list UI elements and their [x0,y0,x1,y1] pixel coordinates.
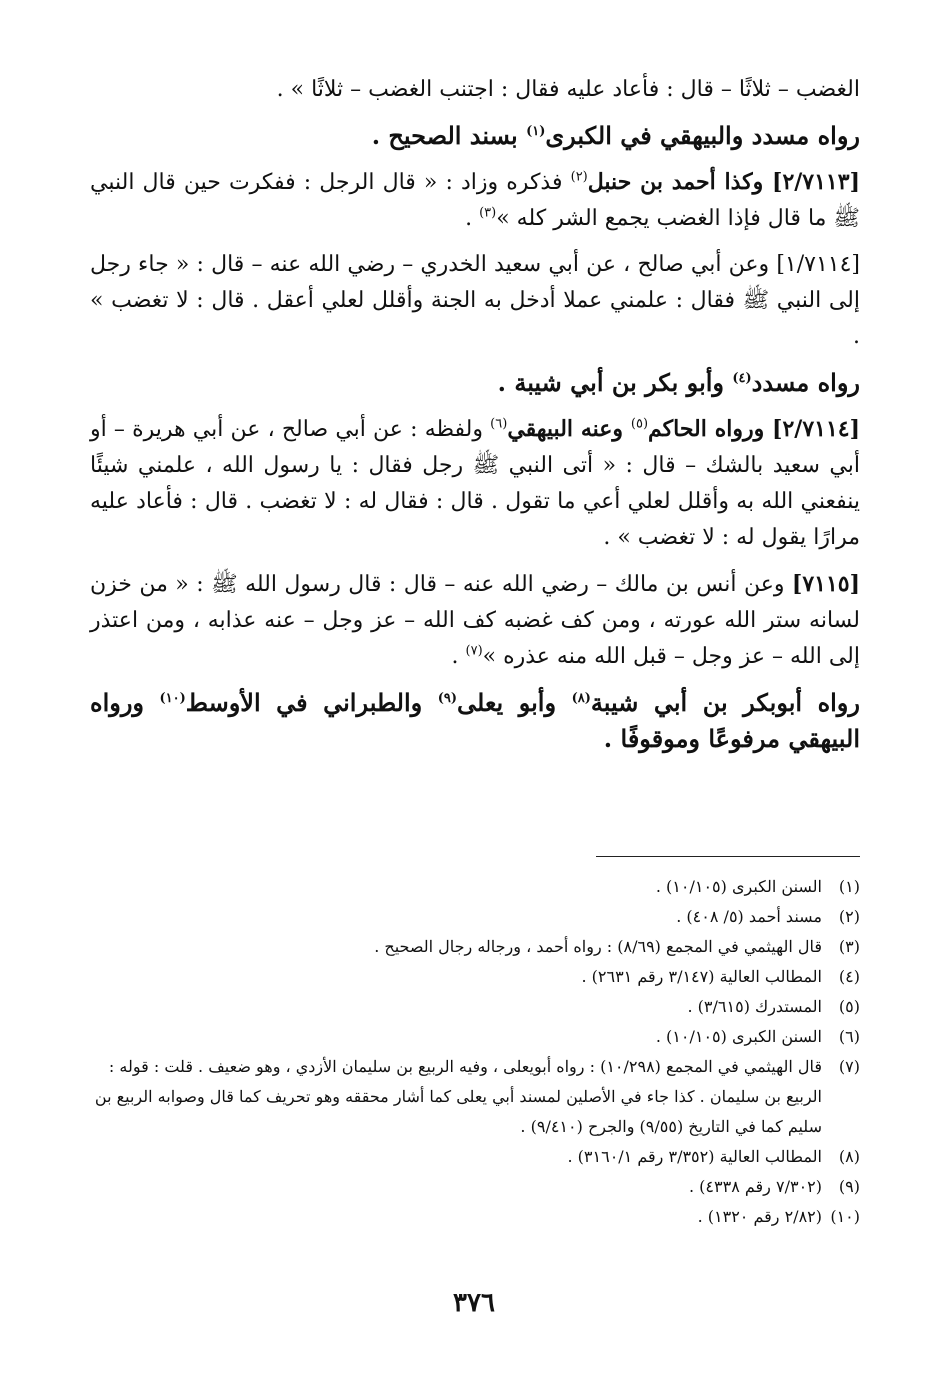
footnote-divider [596,856,860,857]
paragraph-text: . [451,644,466,669]
footnote-number: (١) [838,877,860,896]
footnote-item [90,872,860,902]
footnote-ref: (٤) [732,371,752,386]
footnote-number: (٩) [838,1177,860,1196]
paragraph-1 [90,72,860,108]
footnotes [90,872,860,1232]
paragraph-5 [90,365,860,401]
footnote-number: (١٠) [830,1207,860,1226]
footnote-item [90,902,860,932]
footnote-text: (٧/٣٠٢ رقم ٤٣٣٨) . [688,1177,822,1196]
paragraph-text: [١/٧١١٤] وعن أبي صالح ، عن أبي سعيد الخدري – رضي الله عنه – قال : « جاء رجل إلى النبي ﷺ فقال : علمني عملا أدخل به الجنة وأقلل لعلي أعقل . قال : لا تغضب » . [90,252,860,349]
footnote-text: مسند أحمد (٥/ ٤٠٨) . [676,907,822,926]
hadith-number: [٧١١٥] [791,571,860,597]
footnote-text: (٢/٨٢ رقم ١٣٢٠) . [697,1207,822,1226]
footnote-number: (٦) [838,1027,860,1046]
footnote-ref: (٥) [630,416,649,432]
paragraph-8 [90,685,860,757]
footnote-number: (٧) [838,1057,860,1076]
paragraph-3 [90,164,860,237]
footnote-ref: (٢) [570,169,588,185]
footnote-ref: (٣) [479,205,497,221]
footnote-number: (٣) [838,937,860,956]
paragraph-6 [90,411,860,556]
footnote-number: (٢) [838,907,860,926]
paragraph-text: وأبو بكر بن أبي شيبة . [497,368,733,397]
footnote-ref: (١٠) [159,691,186,706]
bold-text: وعنه البيهقي [507,416,631,442]
paragraph-text: والطبراني في الأوسط [185,688,438,717]
footnote-text: قال الهيثمي في المجمع (٨/٦٩) : رواه أحمد ، ورجاله رجال الصحيح . [374,937,822,956]
paragraph-text: . [465,206,480,231]
footnote-text: المطالب العالية (٣/١٤٧ رقم ٢٦٣١) . [581,967,822,986]
footnote-item [90,1142,860,1172]
footnote-text: السنن الكبرى (١٠/١٠٥) . [655,1027,822,1046]
paragraph-text: رواه مسدد [751,368,860,397]
paragraph-7 [90,566,860,675]
footnote-text: المطالب العالية (٣/٣٥٢ رقم ٣١٦٠/١) . [567,1147,822,1166]
footnote-number: (٤) [838,967,860,986]
footnote-ref: (١) [526,124,546,139]
footnote-ref: (٧) [465,643,483,659]
footnote-ref: (٨) [571,691,591,706]
footnote-item [90,1202,860,1232]
main-text [90,72,860,767]
footnote-text: المستدرك (٣/٦١٥) . [687,997,822,1016]
footnote-item [90,1052,860,1142]
footnote-item [90,1172,860,1202]
hadith-number: [٢/٧١١٤] ورواه الحاكم [648,416,861,442]
paragraph-text: وأبو يعلى [457,688,572,717]
paragraph-text: ولفظه : عن أبي صالح ، عن أبي هريرة – أو أبي سعيد بالشك – قال : « أتى النبي ﷺ رجل فقال : يا رسول الله ، علمني شيئًا ينفعني الله به وأقلل لعلي أعي ما تقول . قال : فقال له : لا تغضب . قال : فأعاد عليه مرارًا يقول له : لا تغضب » . [90,417,860,550]
paragraph-text: رواه مسدد والبيهقي في الكبرى [545,121,860,150]
paragraph-text: بسند الصحيح . [371,121,527,150]
paragraph-text: ورواه البيهقي مرفوعًا وموقوفًا . [90,688,860,753]
footnote-ref: (٦) [490,416,508,432]
footnote-item [90,1022,860,1052]
footnote-item [90,962,860,992]
footnote-number: (٥) [838,997,860,1016]
footnote-text: قال الهيثمي في المجمع (١٠/٢٩٨) : رواه أبويعلى ، وفيه الربيع بن سليمان الأزدي ، وهو ضعيف . قلت : قوله : الربيع بن سليمان . كذا جاء في الأصلين لمسند أبي يعلى كما أشار محققه وهو تحريف كما قال وصوابه الربيع بن سليم كما في التاريخ (٩/٥٥) والجرح (٩/٤١٠) . [94,1057,822,1136]
hadith-number: [٢/٧١١٣] وكذا أحمد بن حنبل [587,169,860,195]
page-number: ٣٧٦ [453,1288,495,1318]
footnote-item [90,932,860,962]
footnote-text: السنن الكبرى (١٠/١٠٥) . [655,877,822,896]
footnote-item [90,992,860,1022]
paragraph-2 [90,118,860,154]
paragraph-4 [90,247,860,355]
footnote-number: (٨) [838,1147,860,1166]
paragraph-text: وعن أنس بن مالك – رضي الله عنه – قال : قال رسول الله ﷺ : « من خزن لسانه ستر الله عورته ، ومن كف غضبه كف الله – عز وجل – عنه عذابه ، ومن اعتذر إلى الله – عز وجل – قبل الله منه عذره » [90,572,860,669]
paragraph-text: رواه أبوبكر بن أبي شيبة [590,688,860,717]
paragraph-text: الغضب – ثلاثًا – قال : فأعاد عليه فقال : اجتنب الغضب – ثلاثًا » . [276,77,860,102]
paragraph-text: فذكره وزاد : « قال الرجل : ففكرت حين قال النبي ﷺ ما قال فإذا الغضب يجمع الشر كله » [90,170,860,231]
footnote-ref: (٩) [437,691,458,706]
